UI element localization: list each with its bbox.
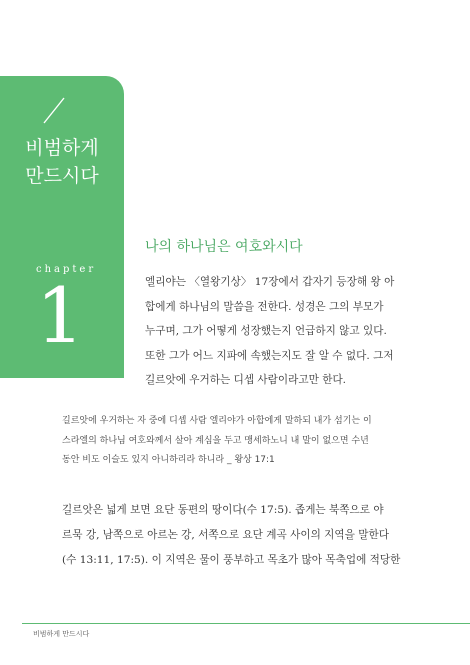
intro-paragraph <box>145 270 450 393</box>
intro-line: 길르앗에 우거하는 디셉 사람이라고만 한다. <box>145 374 347 386</box>
body-paragraph <box>62 498 432 573</box>
section-heading: 나의 하나님은 여호와시다 <box>145 239 303 255</box>
scripture-quote <box>62 412 422 471</box>
intro-line: 또한 그가 어느 지파에 속했는지도 잘 알 수 없다. 그저 <box>145 349 394 362</box>
footer-divider <box>22 623 470 624</box>
body-line: (수 13:11, 17:5). 이 지역은 물이 풍부하고 목초가 많아 목축업에 적당한 <box>62 554 401 566</box>
footer-running-title: 비범하게 만드시다 <box>33 630 90 638</box>
intro-line: 합에게 하나님의 말씀을 전한다. 성경은 그의 부모가 <box>145 300 384 313</box>
chapter-label: chapter <box>36 264 97 275</box>
chapter-title-line: 비범하게 <box>25 137 99 159</box>
chapter-title <box>0 134 124 190</box>
intro-line: 누구며, 그가 어떻게 성장했는지 언급하지 않고 있다. <box>145 325 387 337</box>
chapter-number: 1 <box>36 271 85 360</box>
quote-line: 동안 비도 이슬도 있지 아니하리라 하니라 _ 왕상 17:1 <box>62 455 275 465</box>
intro-line: 엘리야는 〈열왕기상〉 17장에서 갑자기 등장해 왕 아 <box>145 276 395 288</box>
body-line: 길르앗은 넓게 보면 요단 동편의 땅이다(수 17:5). 좁게는 북쪽으로 야 <box>62 504 384 516</box>
quote-line: 스라엘의 하나님 여호와께서 살아 계심을 두고 맹세하노니 내 말이 없으면 수년 <box>62 435 369 446</box>
quote-line: 길르앗에 우거하는 자 중에 디셉 사람 엘리야가 아합에게 말하되 내가 섬기는 이 <box>62 416 372 426</box>
chapter-title-line: 만드시다 <box>25 165 99 187</box>
body-line: 르묵 강, 남쪽으로 아르논 강, 서쪽으로 요단 계곡 사이의 지역을 말한다 <box>62 529 389 541</box>
